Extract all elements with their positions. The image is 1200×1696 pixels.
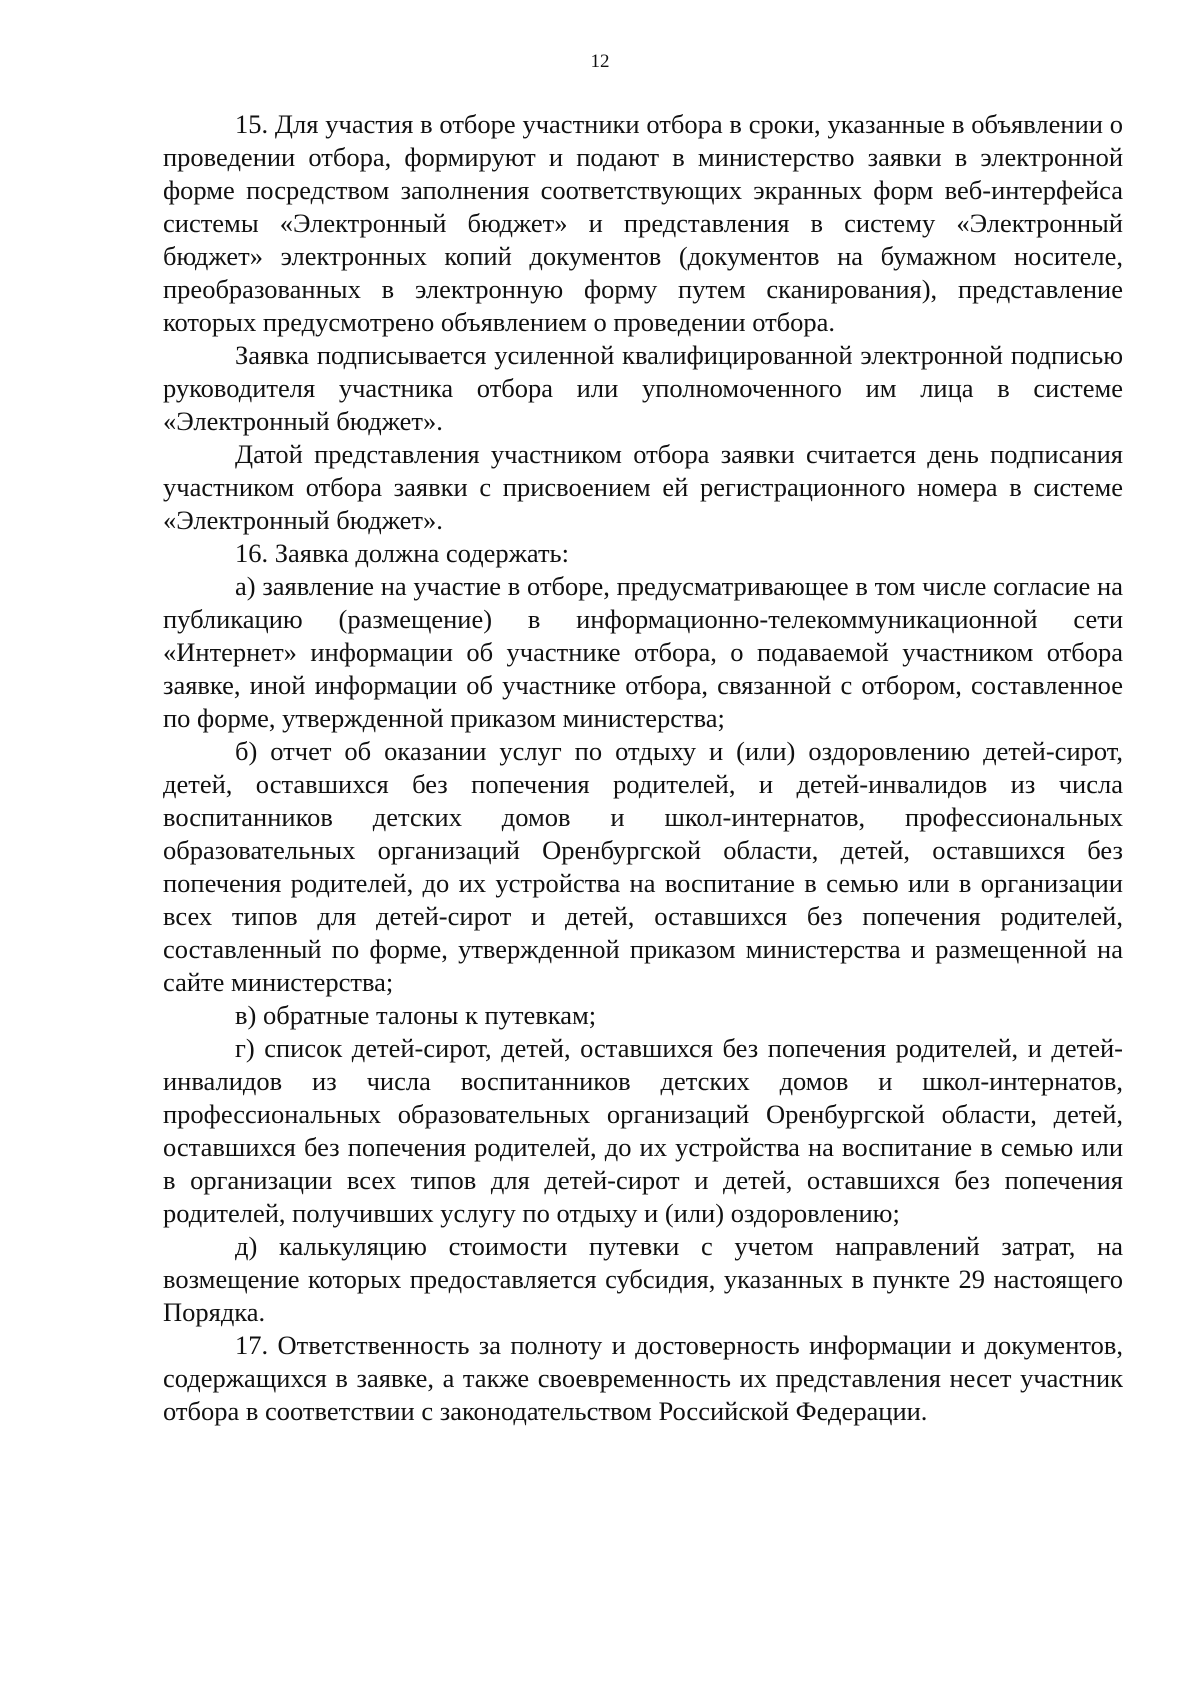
list-item-b: б) отчет об оказании услуг по отдыху и (или) оздоровлению детей-сирот, детей, оставшихся без попечения родителей, и детей-инвалидов из числа воспитанников детских домов и школ-интернатов, профессиональных образовательных организаций Оренбургской области, детей, оставшихся без попечения родителей, до их устройства на воспитание в семью или в организации всех типов для детей-сирот и детей, оставшихся без попечения родителей, составленный по форме, утвержденной приказом министерства и размещенной на сайте министерства; [163,736,1123,997]
paragraph-17-responsibility: 17. Ответственность за полноту и достоверность информации и документов, содержащихся в заявке, а также своевременность их представления несет участник отбора в соответствии с законодательством Российской Федерации. [163,1330,1123,1426]
list-item-g: г) список детей-сирот, детей, оставшихся без попечения родителей, и детей-инвалидов из числа воспитанников детских домов и школ-интернатов, профессиональных образовательных организаций Оренбургской области, детей, оставшихся без попечения родителей, до их устройства на воспитание в семью или в организации всех типов для детей-сирот и детей, оставшихся без попечения родителей, получивших услугу по отдыху и (или) оздоровлению; [163,1033,1123,1228]
document-body [163,108,1123,1428]
list-item-d: д) калькуляцию стоимости путевки с учетом направлений затрат, на возмещение которых предоставляется субсидия, указанных в пункте 29 настоящего Порядка. [163,1231,1123,1327]
paragraph-signature: Заявка подписывается усиленной квалифицированной электронной подписью руководителя участника отбора или уполномоченного им лица в системе «Электронный бюджет». [163,340,1123,436]
paragraph-16-contents: 16. Заявка должна содержать: [235,538,569,568]
list-item-v: в) обратные талоны к путевкам; [235,1000,597,1030]
paragraph-15-submission: 15. Для участия в отборе участники отбора в сроки, указанные в объявлении о проведении отбора, формируют и подают в министерство заявки в электронной форме посредством заполнения соответствующих экранных форм веб-интерфейса системы «Электронный бюджет» и представления в систему «Электронный бюджет» электронных копий документов (документов на бумажном носителе, преобразованных в электронную форму путем сканирования), представление которых предусмотрено объявлением о проведении отбора. [163,109,1123,337]
page-number: 12 [590,51,610,72]
paragraph-submission-date: Датой представления участником отбора заявки считается день подписания участником отбора заявки с присвоением ей регистрационного номера в системе «Электронный бюджет». [163,439,1123,535]
list-item-a: а) заявление на участие в отборе, предусматривающее в том числе согласие на публикацию (размещение) в информационно-телекоммуникационной сети «Интернет» информации об участнике отбора, о подаваемой участником отбора заявке, иной информации об участнике отбора, связанной с отбором, составленное по форме, утвержденной приказом министерства; [163,571,1123,733]
